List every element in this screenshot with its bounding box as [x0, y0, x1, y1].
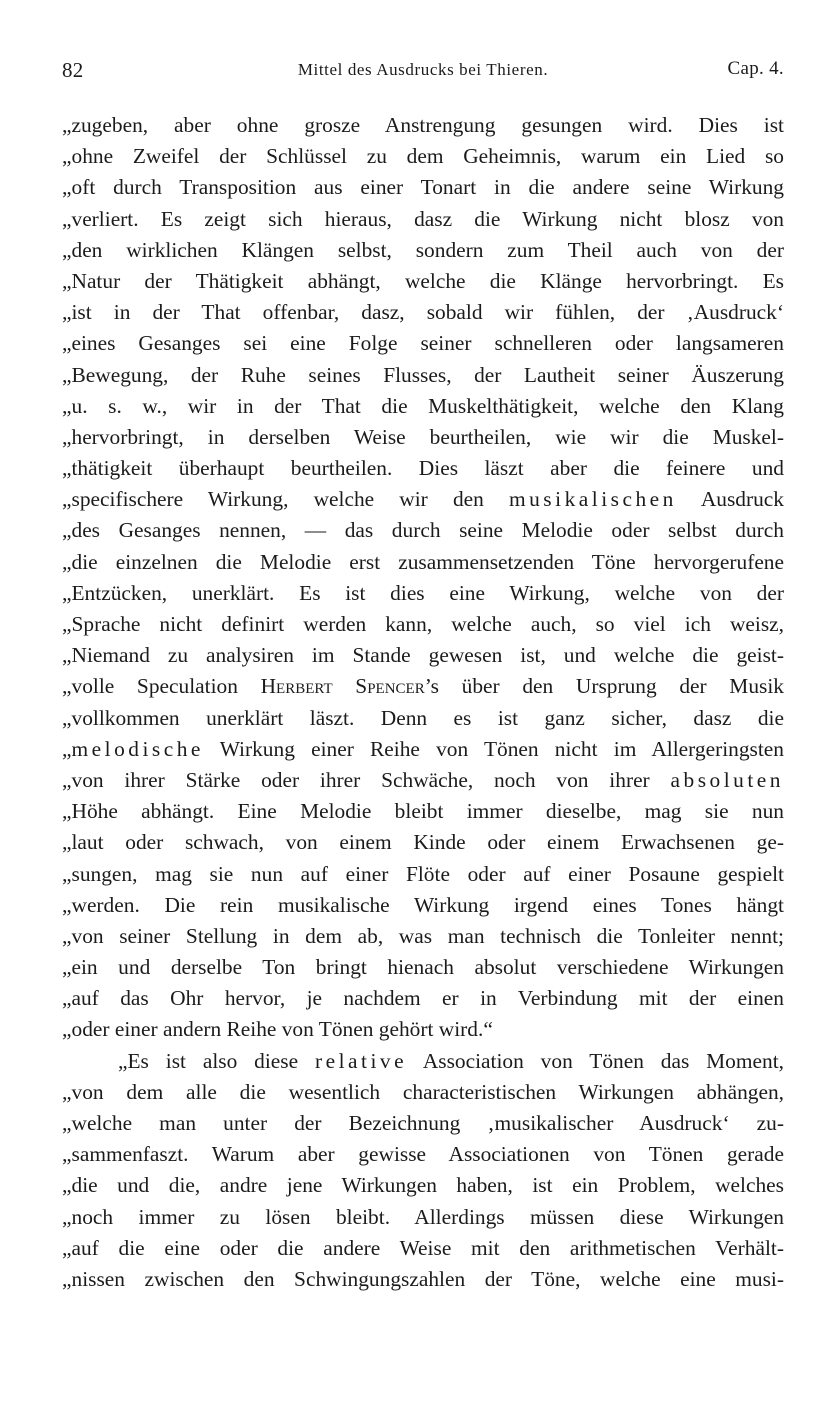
text-line [62, 484, 784, 515]
text-line: „Entzücken, unerklärt. Es ist dies eine Wirkung, welche von der [62, 580, 784, 605]
text-line: „zugeben, aber ohne grosze Anstrengung gesungen wird. Dies ist [62, 113, 784, 137]
text-line: „auf die eine oder die andere Weise mit den arithmetischen Verhält- [62, 1235, 784, 1260]
text-line: „den wirklichen Klängen selbst, sondern zum Theil auch von der [62, 237, 784, 262]
emphasized-word: melodische [71, 736, 204, 761]
emphasized-word: absoluten [670, 767, 784, 792]
text-line: „laut oder schwach, von einem Kinde oder einem Erwachsenen ge- [62, 830, 784, 855]
text-line: „werden. Die rein musikalische Wirkung irgend eines Tones hängt [62, 892, 784, 917]
running-title: Mittel des Ausdrucks bei Thieren. [297, 60, 549, 79]
text-line: „hervorbringt, in derselben Weise beurtheilen, wie wir die Muskel- [62, 424, 784, 449]
running-head [62, 58, 784, 88]
text-line: „des Gesanges nennen, — das durch seine Melodie oder selbst durch [62, 518, 784, 543]
text-line: „nissen zwischen den Schwingungszahlen der Töne, welche eine musi- [62, 1266, 784, 1291]
text-line: „sammenfaszt. Warum aber gewisse Associationen von Tönen gerade [62, 1142, 784, 1167]
text-line [62, 1046, 784, 1077]
page-number: 82 [62, 58, 84, 82]
text-line: „u. s. w., wir in der That die Muskelthätigkeit, welche den Klang [62, 393, 784, 418]
text-line: „die und die, andre jene Wirkungen haben, ist ein Problem, welches [62, 1173, 784, 1198]
text-line: „sungen, mag sie nun auf einer Flöte oder auf einer Posaune gespielt [62, 861, 784, 886]
text-segment: „Es ist also diese [118, 1048, 315, 1073]
text-line: „ohne Zweifel der Schlüssel zu dem Geheimnis, warum ein Lied so [62, 144, 784, 169]
text-segment: ’s über den Ursprung der Musik [424, 674, 784, 699]
text-line: „ein und derselbe Ton bringt hienach absolut verschiedene Wirkungen [62, 955, 784, 980]
text-line: „oder einer andern Reihe von Tönen gehört wird.“ [62, 1017, 493, 1042]
text-line: „Niemand zu analysiren im Stande gewesen ist, und welche die geist- [62, 643, 784, 668]
text-line [62, 765, 784, 796]
text-segment: Association von Tönen das Moment, [407, 1048, 784, 1073]
text-line [62, 734, 784, 765]
text-line: „Natur der Thätigkeit abhängt, welche die Klänge hervorbringt. Es [62, 268, 784, 293]
text-line: „welche man unter der Bezeichnung ‚musikalischer Ausdruck‘ zu- [62, 1111, 784, 1135]
text-segment: „specifischere Wirkung, welche wir den [62, 487, 509, 512]
text-line: „von seiner Stellung in dem ab, was man technisch die Tonleiter nennt; [62, 923, 784, 948]
text-line: „ist in der That offenbar, dasz, sobald wir fühlen, der ‚Ausdruck‘ [62, 300, 784, 325]
body-text [62, 110, 784, 1295]
chapter-label: Cap. 4. [727, 58, 784, 79]
text-line: „Sprache nicht definirt werden kann, welche auch, so viel ich weisz, [62, 612, 784, 636]
text-line: „thätigkeit überhaupt beurtheilen. Dies läszt aber die feinere und [62, 456, 784, 481]
text-line [62, 671, 784, 702]
text-line: „vollkommen unerklärt läszt. Denn es ist ganz sicher, dasz die [62, 705, 784, 730]
text-line: „eines Gesanges sei eine Folge seiner schnelleren oder langsameren [62, 331, 784, 356]
text-line: „Höhe abhängt. Eine Melodie bleibt immer dieselbe, mag sie nun [62, 799, 784, 824]
text-line: „oft durch Transposition aus einer Tonart in die andere seine Wirkung [62, 175, 784, 200]
author-name: Herbert Spencer [260, 674, 425, 699]
emphasized-word: musikalischen [508, 487, 677, 512]
text-line: „Bewegung, der Ruhe seines Flusses, der Lautheit seiner Äuszerung [62, 362, 784, 387]
book-page [62, 58, 784, 1295]
text-segment: Wirkung einer Reihe von Tönen nicht im Allergeringsten [203, 736, 784, 761]
text-segment: Ausdruck [676, 487, 784, 512]
text-segment: „volle Speculation [62, 674, 261, 699]
text-line: „von dem alle die wesentlich characteristischen Wirkungen abhängen, [62, 1079, 784, 1104]
text-line: „die einzelnen die Melodie erst zusammensetzenden Töne hervorgerufene [62, 549, 784, 574]
text-segment: „von ihrer Stärke oder ihrer Schwäche, noch von ihrer [62, 767, 671, 792]
text-line: „noch immer zu lösen bleibt. Allerdings müssen diese Wirkungen [62, 1204, 784, 1229]
text-segment: „ [62, 736, 72, 761]
emphasized-word: relative [314, 1048, 408, 1073]
text-line: „verliert. Es zeigt sich hieraus, dasz die Wirkung nicht blosz von [62, 206, 784, 231]
text-line: „auf das Ohr hervor, je nachdem er in Verbindung mit der einen [62, 986, 784, 1011]
